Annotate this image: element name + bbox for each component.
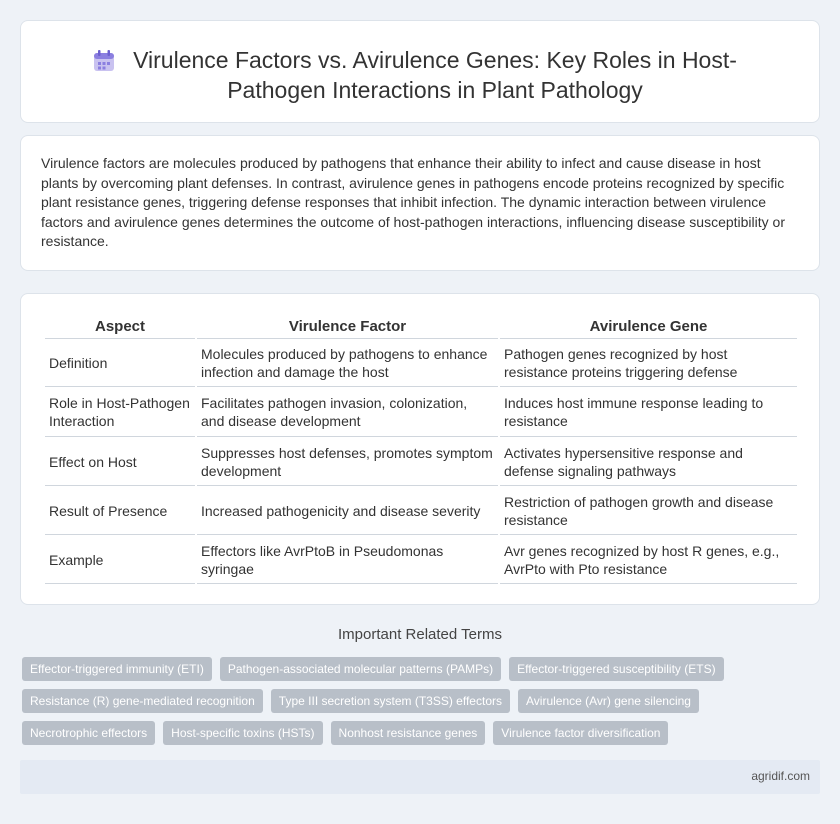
cell-virulence: Effectors like AvrPtoB in Pseudomonas syringae [197, 535, 498, 584]
cell-aspect: Result of Presence [45, 486, 195, 535]
cell-avirulence: Avr genes recognized by host R genes, e.g., AvrPto with Pto resistance [500, 535, 797, 584]
cell-virulence: Suppresses host defenses, promotes symptom development [197, 437, 498, 486]
cell-avirulence: Restriction of pathogen growth and disease resistance [500, 486, 797, 535]
table-row [45, 387, 797, 437]
cell-virulence: Increased pathogenicity and disease severity [197, 486, 498, 535]
related-term-tag[interactable]: Pathogen-associated molecular patterns (PAMPs) [220, 657, 501, 681]
related-term-tag[interactable]: Resistance (R) gene-mediated recognition [22, 689, 263, 713]
table-row [45, 535, 797, 584]
comparison-table [43, 314, 799, 584]
related-term-tag[interactable]: Avirulence (Avr) gene silencing [518, 689, 699, 713]
table-header-row [45, 314, 797, 339]
cell-virulence: Molecules produced by pathogens to enhance infection and damage the host [197, 339, 498, 387]
footer-bar [20, 760, 820, 794]
tag-row [22, 657, 812, 681]
cell-avirulence: Induces host immune response leading to resistance [500, 387, 797, 437]
cell-aspect: Role in Host-Pathogen Interaction [45, 387, 195, 437]
footer-site-link[interactable]: agridif.com [751, 769, 810, 783]
related-term-tag[interactable]: Effector-triggered immunity (ETI) [22, 657, 212, 681]
related-term-tag[interactable]: Host-specific toxins (HSTs) [163, 721, 322, 745]
table-row [45, 339, 797, 387]
related-term-tag[interactable]: Nonhost resistance genes [331, 721, 486, 745]
title-wrap [21, 45, 819, 105]
table-row [45, 486, 797, 535]
comparison-card [20, 293, 820, 605]
header-virulence-factor: Virulence Factor [197, 314, 498, 339]
related-terms-title: Important Related Terms [338, 626, 502, 643]
tag-row [22, 689, 812, 713]
related-term-tag[interactable]: Necrotrophic effectors [22, 721, 155, 745]
related-term-tag[interactable]: Effector-triggered susceptibility (ETS) [509, 657, 724, 681]
intro-card [20, 135, 820, 271]
calendar-icon [91, 49, 117, 73]
related-term-tag[interactable]: Virulence factor diversification [493, 721, 668, 745]
cell-aspect: Example [45, 535, 195, 584]
intro-paragraph: Virulence factors are molecules produced by pathogens that enhance their ability to infect and cause disease in host plants by overcoming plant defenses. In contrast, avirulence genes in pathogens encode proteins recognized by specific plant resistance genes, triggering defense responses that inhibit infection. The dynamic interaction between virulence factors and avirulence genes determines the outcome of host-pathogen interactions, influencing disease susceptibility or resistance. [41, 155, 785, 249]
header-avirulence-gene: Avirulence Gene [500, 314, 797, 339]
cell-aspect: Effect on Host [45, 437, 195, 486]
tag-row [22, 721, 812, 745]
title-card [20, 20, 820, 123]
cell-aspect: Definition [45, 339, 195, 387]
cell-virulence: Facilitates pathogen invasion, colonization, and disease development [197, 387, 498, 437]
related-term-tag[interactable]: Type III secretion system (T3SS) effectors [271, 689, 510, 713]
header-aspect: Aspect [45, 314, 195, 339]
table-row [45, 437, 797, 486]
cell-avirulence: Pathogen genes recognized by host resistance proteins triggering defense [500, 339, 797, 387]
page-title: Virulence Factors vs. Avirulence Genes: Key Roles in Host-Pathogen Interactions in Plant Pathology [133, 47, 737, 103]
related-terms-list [22, 657, 812, 753]
cell-avirulence: Activates hypersensitive response and defense signaling pathways [500, 437, 797, 486]
